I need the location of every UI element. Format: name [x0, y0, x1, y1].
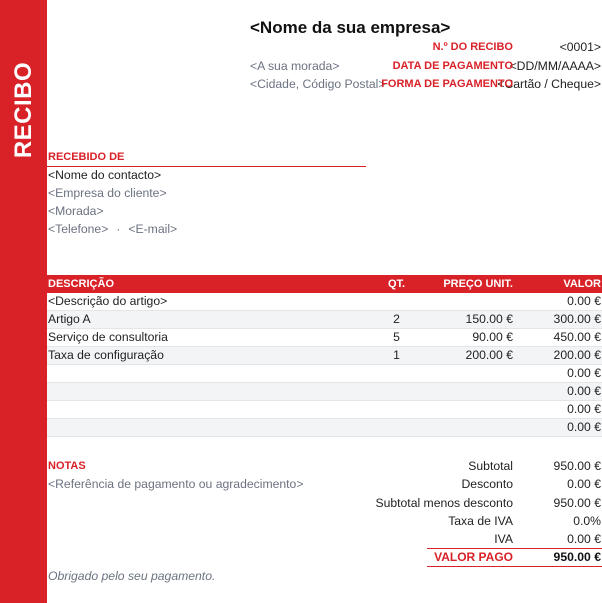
subtotal-less-discount-value: 950.00 € — [553, 496, 601, 510]
tax-row — [0, 530, 602, 548]
table-row — [47, 419, 602, 437]
client-phone[interactable]: <Telefone> — [48, 222, 109, 236]
item-description-cell[interactable]: Artigo A — [48, 312, 91, 326]
receipt-number-label: N.º DO RECIBO — [432, 41, 513, 53]
header-unit-price: PREÇO UNIT. — [443, 278, 513, 290]
payment-date-value: <DD/MM/AAAA> — [509, 59, 601, 73]
item-description-cell[interactable] — [47, 383, 366, 400]
company-name[interactable]: <Nome da sua empresa> — [250, 18, 451, 37]
header-quantity: QT. — [387, 278, 406, 290]
tax-label: IVA — [494, 532, 513, 546]
item-quantity-cell[interactable] — [366, 383, 427, 400]
contact-name[interactable]: <Nome do contacto> — [48, 168, 162, 182]
table-row — [47, 293, 602, 311]
table-row — [47, 329, 602, 347]
item-unit-price-cell[interactable] — [427, 365, 514, 382]
item-amount-cell: 0.00 € — [567, 366, 601, 380]
item-quantity-cell[interactable]: 2 — [393, 312, 400, 326]
header-description: DESCRIÇÃO — [48, 278, 115, 290]
item-quantity-cell[interactable] — [366, 419, 427, 436]
item-description-cell[interactable] — [47, 401, 366, 418]
tax-rate-row — [0, 512, 602, 530]
item-description-cell[interactable] — [47, 419, 366, 436]
item-amount-cell: 200.00 € — [553, 348, 601, 362]
payment-date-label: DATA DE PAGAMENTO — [392, 60, 513, 72]
item-unit-price-cell[interactable] — [427, 293, 514, 310]
item-amount-cell: 0.00 € — [567, 384, 601, 398]
item-quantity-cell[interactable] — [366, 293, 427, 310]
item-amount-cell: 0.00 € — [567, 294, 601, 308]
client-company[interactable]: <Empresa do cliente> — [48, 186, 167, 200]
item-unit-price-cell[interactable]: 90.00 € — [472, 330, 513, 344]
contact-line — [48, 220, 177, 238]
item-unit-price-cell[interactable] — [427, 401, 514, 418]
payment-date-row — [0, 57, 602, 75]
item-description-cell[interactable] — [47, 365, 366, 382]
client-email[interactable]: <E-mail> — [128, 222, 178, 236]
discount-value[interactable]: 0.00 € — [567, 477, 601, 491]
table-row — [47, 365, 602, 383]
header-amount: VALOR — [563, 278, 601, 290]
client-address[interactable]: <Morada> — [48, 204, 104, 218]
total-paid-label: VALOR PAGO — [434, 550, 513, 564]
table-row — [47, 401, 602, 419]
item-amount-cell: 300.00 € — [553, 312, 601, 326]
item-quantity-cell[interactable]: 5 — [393, 330, 400, 344]
item-quantity-cell[interactable] — [366, 401, 427, 418]
total-paid-row — [0, 548, 602, 566]
table-header — [47, 275, 602, 293]
item-unit-price-cell[interactable]: 150.00 € — [465, 312, 513, 326]
item-unit-price-cell[interactable]: 200.00 € — [465, 348, 513, 362]
company-address[interactable]: <A sua morada> — [250, 59, 340, 73]
payment-method-field[interactable] — [497, 75, 601, 93]
payment-date-field[interactable] — [509, 57, 601, 75]
table-row — [47, 347, 602, 365]
items-table — [47, 275, 602, 437]
item-amount-cell: 450.00 € — [553, 330, 601, 344]
item-amount-cell: 0.00 € — [567, 420, 601, 434]
subtotal-value: 950.00 € — [553, 459, 601, 473]
tax-value: 0.00 € — [567, 532, 601, 546]
discount-label: Desconto — [461, 477, 513, 491]
payment-method-row — [0, 75, 602, 93]
payment-method-value: <Cartão / Cheque> — [497, 77, 601, 91]
subtotal-less-discount-label: Subtotal menos desconto — [375, 496, 513, 510]
receipt-number-value: <0001> — [559, 40, 601, 54]
payment-method-label: FORMA DE PAGAMENTO — [381, 78, 513, 90]
item-description-cell[interactable]: Serviço de consultoria — [48, 330, 168, 344]
notes-title: NOTAS — [48, 460, 86, 472]
received-from-title: RECEBIDO DE — [48, 151, 125, 163]
item-quantity-cell[interactable] — [366, 365, 427, 382]
notes-text[interactable]: <Referência de pagamento ou agradecimento> — [48, 477, 304, 491]
receipt-number-row — [0, 38, 602, 56]
contact-separator: · — [116, 222, 121, 236]
item-quantity-cell[interactable]: 1 — [393, 348, 400, 362]
table-row — [47, 383, 602, 401]
total-paid-value: 950.00 € — [553, 550, 601, 564]
item-description-cell[interactable]: Taxa de configuração — [48, 348, 164, 362]
item-description-cell[interactable]: <Descrição do artigo> — [48, 294, 168, 308]
company-city[interactable]: <Cidade, Código Postal> — [250, 77, 386, 91]
thank-you-message: Obrigado pelo seu pagamento. — [48, 569, 216, 583]
subtotal-label: Subtotal — [468, 459, 513, 473]
subtotal-row — [0, 457, 602, 475]
item-unit-price-cell[interactable] — [427, 383, 514, 400]
item-amount-cell: 0.00 € — [567, 402, 601, 416]
table-body — [47, 293, 602, 437]
item-unit-price-cell[interactable] — [427, 419, 514, 436]
receipt-number-field[interactable] — [513, 38, 601, 56]
document-title: RECIBO — [9, 61, 37, 159]
subtotal-less-discount-row — [0, 494, 602, 512]
tax-rate-value[interactable]: 0.0% — [573, 514, 601, 528]
table-row — [47, 311, 602, 329]
tax-rate-label: Taxa de IVA — [448, 514, 513, 528]
discount-row — [0, 475, 602, 493]
